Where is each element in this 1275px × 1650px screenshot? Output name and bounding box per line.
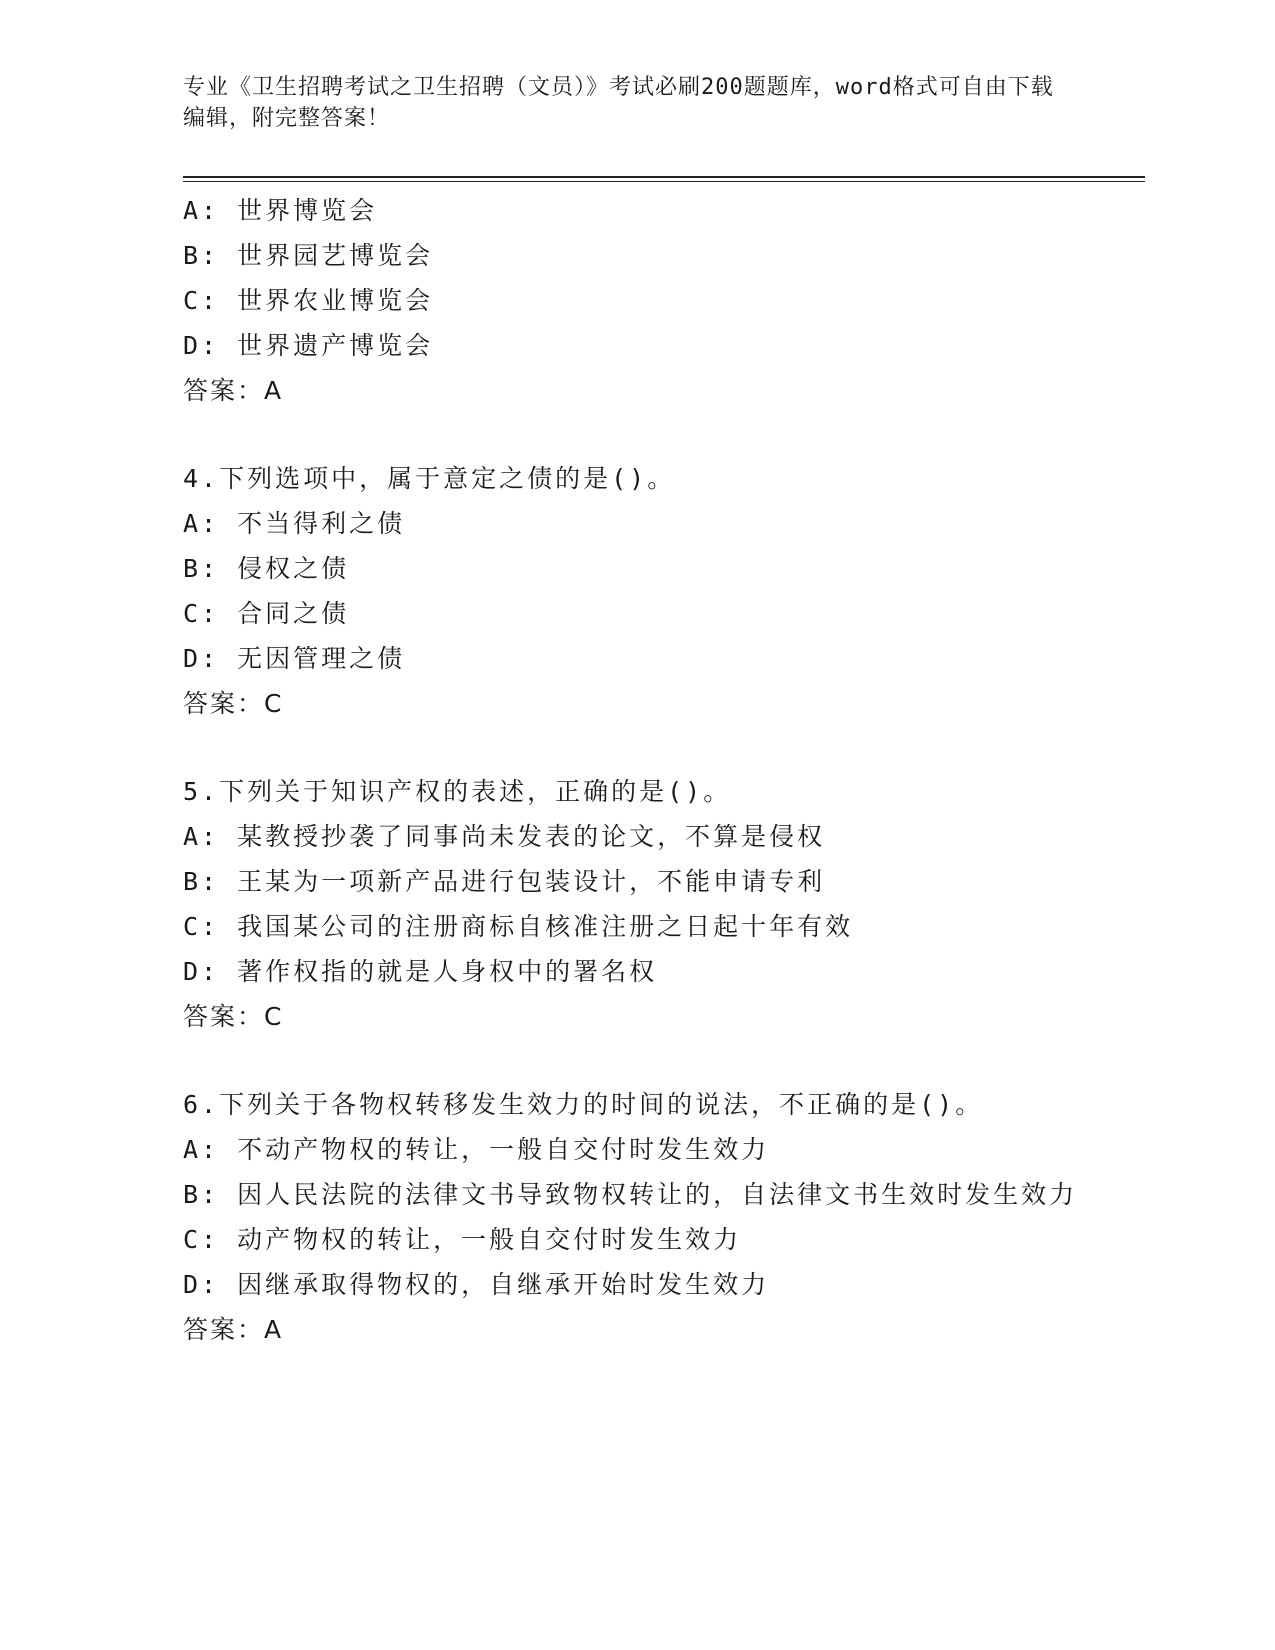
question-6-block [183, 1082, 1083, 1353]
header-divider-thin [183, 181, 1145, 182]
option-b: B: 王某为一项新产品进行包装设计，不能申请专利 [183, 867, 826, 896]
option-d: D: 世界遗产博览会 [183, 331, 434, 360]
answer-line: 答案：C [183, 689, 284, 718]
option-a: A: 世界博览会 [183, 196, 378, 225]
answer-line: 答案：A [183, 376, 284, 405]
option-b: B: 世界园艺博览会 [183, 241, 434, 270]
document-header: 专业《卫生招聘考试之卫生招聘（文员）》考试必刷200题题库，word格式可自由下载编辑，附完整答案！ [183, 75, 1054, 131]
answer-line: 答案：C [183, 1002, 284, 1031]
spacer [183, 414, 1083, 456]
question-text: 4.下列选项中，属于意定之债的是()。 [183, 464, 676, 493]
option-b: B: 因人民法院的法律文书导致物权转让的，自法律文书生效时发生效力 [183, 1180, 1078, 1209]
option-d: D: 因继承取得物权的，自继承开始时发生效力 [183, 1270, 770, 1299]
question-text: 5.下列关于知识产权的表述，正确的是()。 [183, 777, 732, 806]
option-c: C: 合同之债 [183, 599, 350, 628]
option-a: A: 不动产物权的转让，一般自交付时发生效力 [183, 1135, 770, 1164]
question-4-block [183, 456, 1083, 727]
option-c: C: 世界农业博览会 [183, 286, 434, 315]
option-c: C: 我国某公司的注册商标自核准注册之日起十年有效 [183, 912, 854, 941]
question-3-block [183, 188, 1083, 414]
option-d: D: 无因管理之债 [183, 644, 406, 673]
option-d: D: 著作权指的就是人身权中的署名权 [183, 957, 658, 986]
answer-line: 答案：A [183, 1315, 284, 1344]
option-b: B: 侵权之债 [183, 554, 350, 583]
question-5-block [183, 769, 1083, 1040]
option-a: A: 不当得利之债 [183, 509, 406, 538]
question-list [183, 188, 1083, 1353]
spacer [183, 1040, 1083, 1082]
question-text: 6.下列关于各物权转移发生效力的时间的说法，不正确的是()。 [183, 1090, 984, 1119]
option-a: A: 某教授抄袭了同事尚未发表的论文，不算是侵权 [183, 822, 826, 851]
spacer [183, 727, 1083, 769]
header-divider-thick [183, 176, 1145, 178]
option-c: C: 动产物权的转让，一般自交付时发生效力 [183, 1225, 742, 1254]
